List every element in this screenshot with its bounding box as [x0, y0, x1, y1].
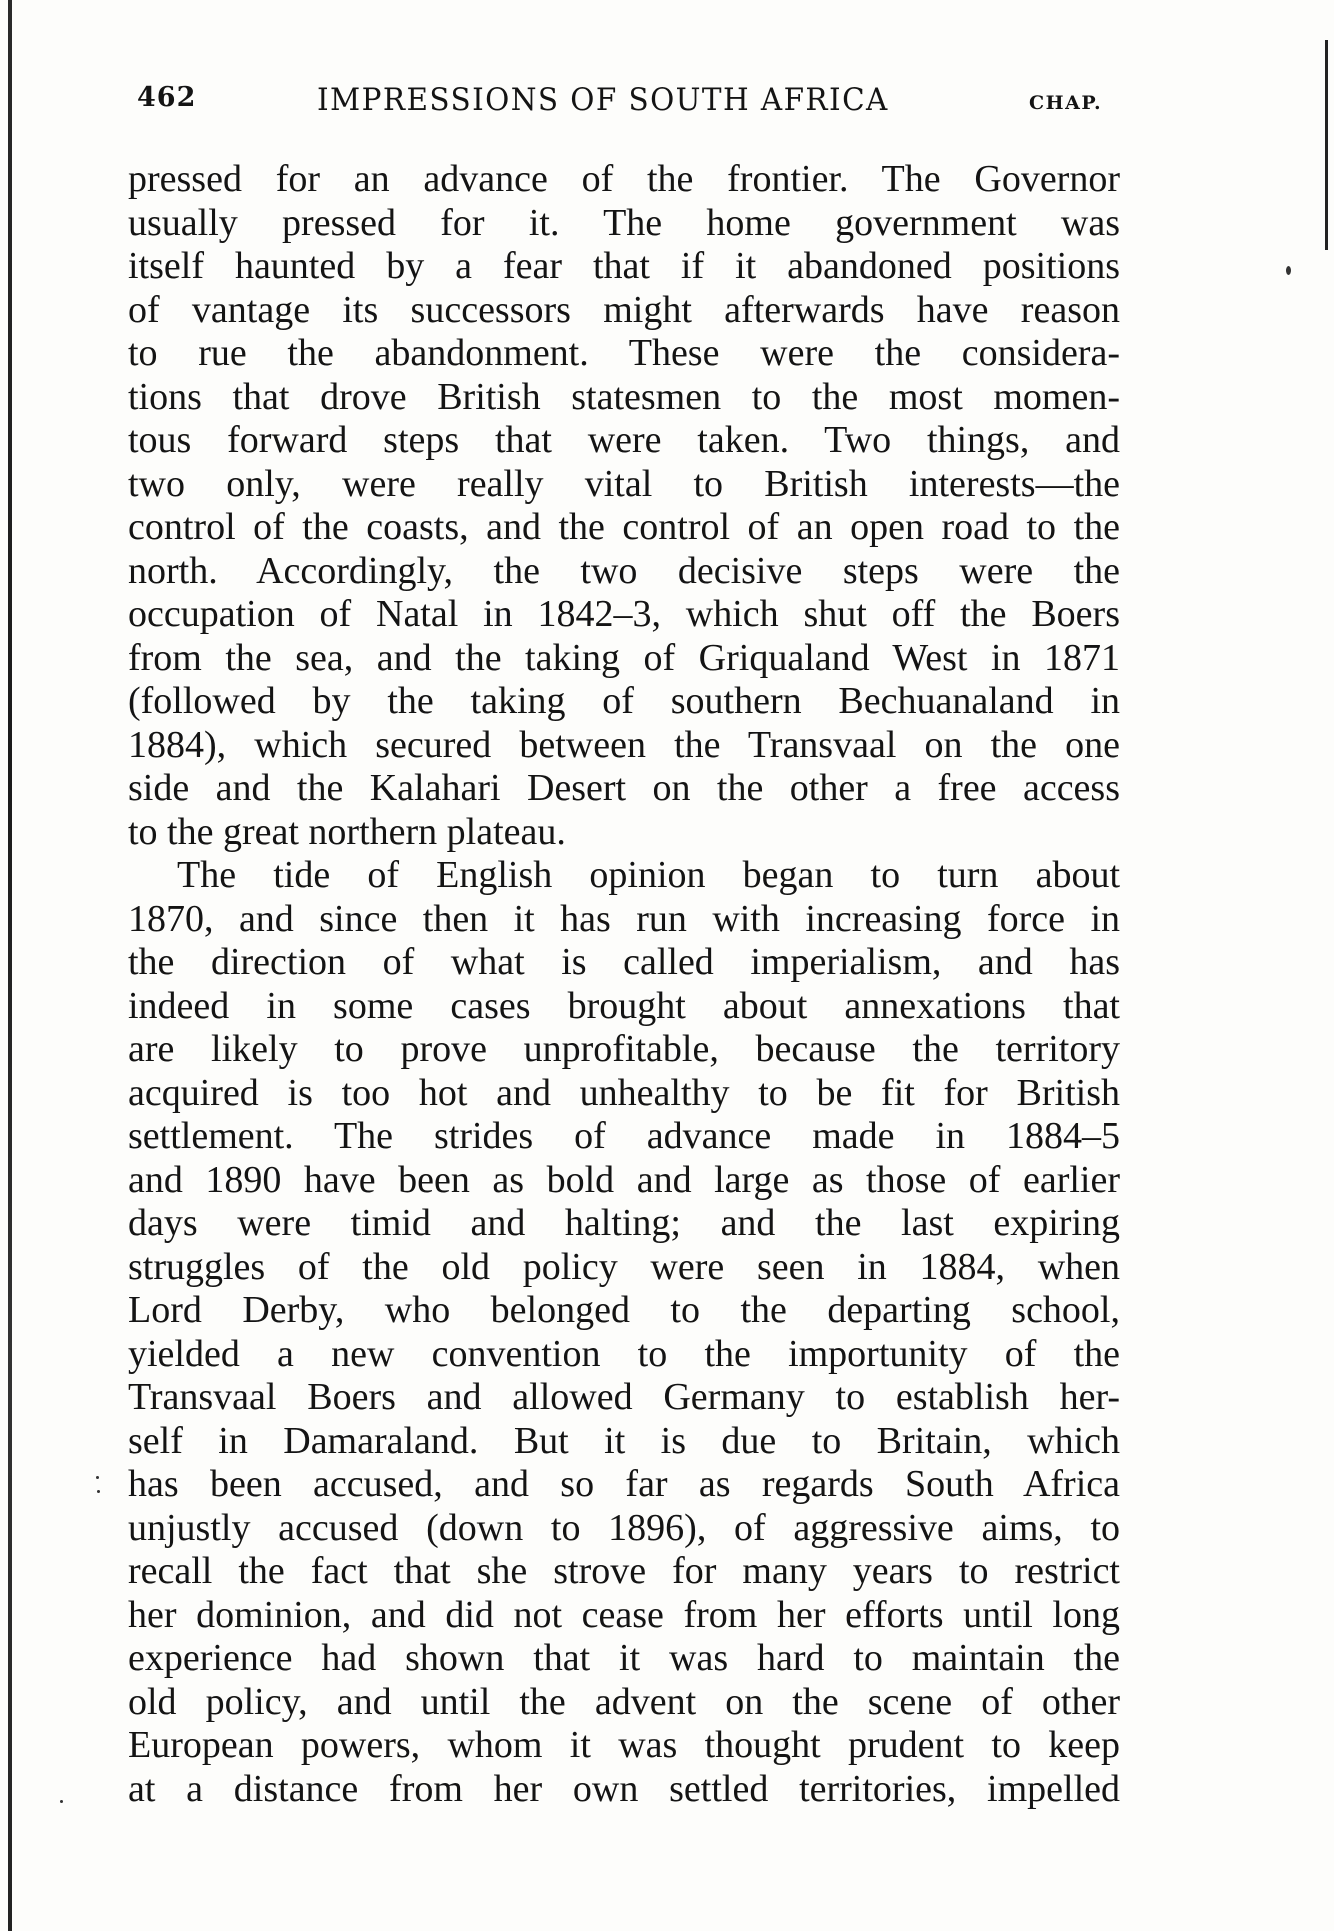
- text-line: usually pressed for it. The home government was: [128, 201, 1120, 244]
- scan-edge-left: [8, 0, 12, 1931]
- running-header: [137, 82, 1137, 132]
- text-line: her dominion, and did not cease from her efforts until long: [128, 1593, 1120, 1636]
- text-line: unjustly accused (down to 1896), of aggressive aims, to: [128, 1506, 1120, 1549]
- scan-speck: [96, 1476, 99, 1479]
- text-line: occupation of Natal in 1842–3, which shut off the Boers: [128, 593, 1120, 635]
- text-line: are likely to prove unprofitable, because the territory: [128, 1028, 1120, 1070]
- text-line: days were timid and halting; and the last expiring: [128, 1202, 1120, 1244]
- text-line: self in Damaraland. But it is due to Britain, which: [128, 1419, 1120, 1462]
- text-line: Transvaal Boers and allowed Germany to establish her-: [128, 1376, 1120, 1418]
- text-line: and 1890 have been as bold and large as those of earlier: [128, 1158, 1120, 1201]
- text-line: north. Accordingly, the two decisive steps were the: [128, 549, 1120, 592]
- text-line: recall the fact that she strove for many years to restrict: [128, 1550, 1120, 1592]
- paragraph-start-line: The tide of English opinion began to turn about: [177, 854, 1120, 896]
- text-line: side and the Kalahari Desert on the other a free access: [128, 767, 1120, 809]
- text-line: has been accused, and so far as regards South Africa: [128, 1463, 1120, 1505]
- text-line: tous forward steps that were taken. Two things, and: [128, 419, 1120, 461]
- text-line: acquired is too hot and unhealthy to be fit for British: [128, 1071, 1120, 1114]
- text-line: struggles of the old policy were seen in 1884, when: [128, 1245, 1120, 1288]
- text-line: tions that drove British statesmen to the most momen-: [128, 375, 1120, 418]
- text-line: to rue the abandonment. These were the considera-: [128, 332, 1120, 374]
- scan-speck: [97, 1490, 100, 1493]
- text-line: 1870, and since then it has run with increasing force in: [128, 897, 1120, 940]
- scan-speck: [1286, 266, 1291, 275]
- text-line: experience had shown that it was hard to maintain the: [128, 1637, 1120, 1679]
- body-text: [128, 158, 1120, 1811]
- text-line: itself haunted by a fear that if it abandoned positions: [128, 245, 1120, 287]
- text-line: European powers, whom it was thought prudent to keep: [128, 1724, 1120, 1766]
- text-line: 1884), which secured between the Transvaal on the one: [128, 723, 1120, 766]
- text-line: (followed by the taking of southern Bechuanaland in: [128, 680, 1120, 722]
- chapter-mark: CHAP.: [1029, 92, 1103, 114]
- text-line: yielded a new convention to the importunity of the: [128, 1332, 1120, 1375]
- text-line: indeed in some cases brought about annexations that: [128, 984, 1120, 1027]
- text-line: to the great northern plateau.: [128, 810, 566, 853]
- text-line: the direction of what is called imperialism, and has: [128, 941, 1120, 983]
- text-line: two only, were really vital to British interests—the: [128, 462, 1120, 505]
- scan-speck: [60, 1800, 63, 1803]
- text-line: pressed for an advance of the frontier. The Governor: [128, 158, 1120, 200]
- text-line: of vantage its successors might afterwards have reason: [128, 288, 1120, 331]
- text-line: at a distance from her own settled territories, impelled: [128, 1767, 1120, 1810]
- running-title: IMPRESSIONS OF SOUTH AFRICA: [317, 82, 889, 118]
- text-line: Lord Derby, who belonged to the departing school,: [128, 1289, 1120, 1331]
- page-number: 462: [137, 82, 197, 113]
- text-line: settlement. The strides of advance made in 1884–5: [128, 1115, 1120, 1157]
- text-line: control of the coasts, and the control of an open road to the: [128, 506, 1120, 548]
- text-line: old policy, and until the advent on the scene of other: [128, 1680, 1120, 1723]
- scan-edge-right: [1325, 40, 1328, 250]
- text-line: from the sea, and the taking of Griqualand West in 1871: [128, 636, 1120, 679]
